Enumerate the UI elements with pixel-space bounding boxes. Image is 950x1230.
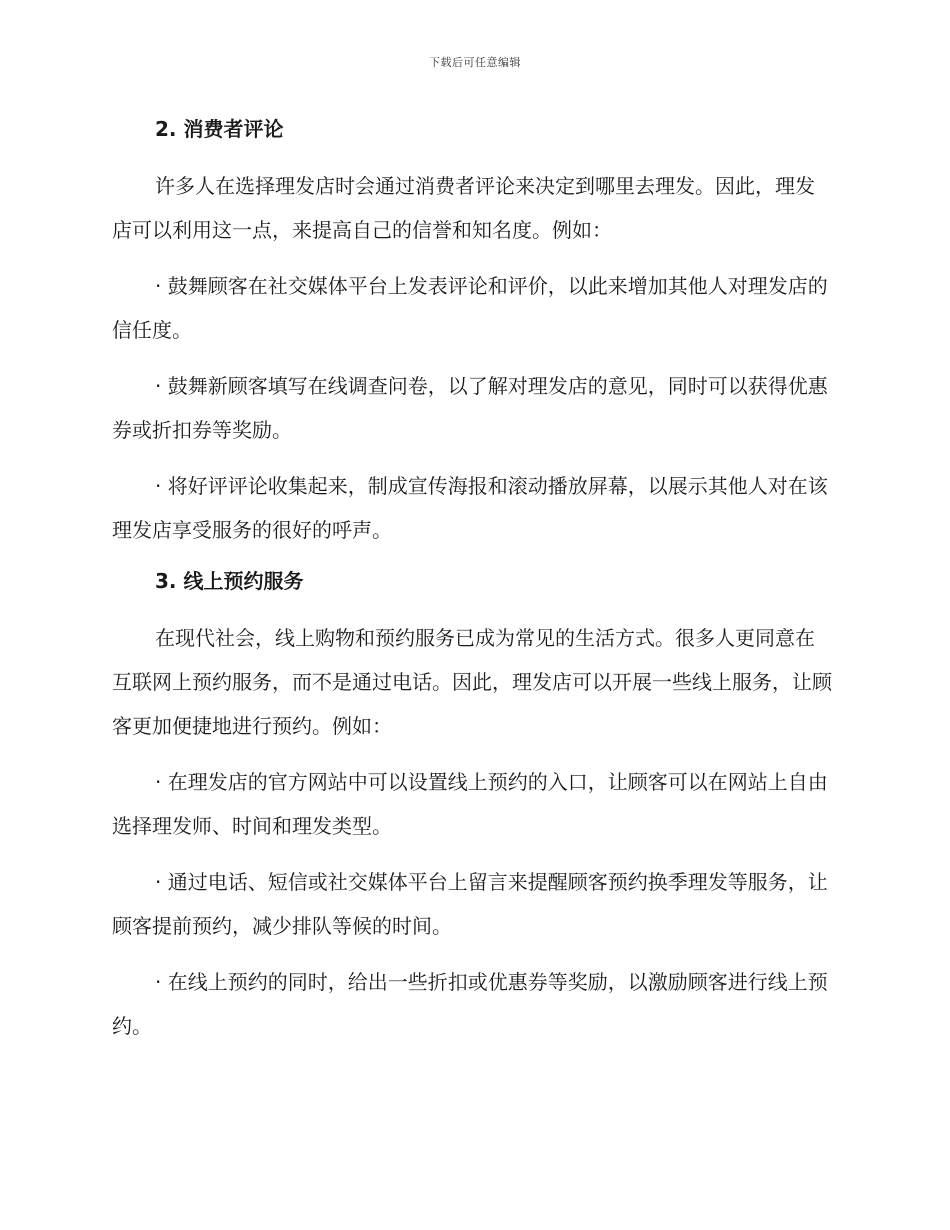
bullet-item: · 在理发店的官方网站中可以设置线上预约的入口，让顾客可以在网站上自由选择理发师、时间和理发类型。	[112, 770, 828, 838]
bullet-item: · 鼓舞新顾客填写在线调查问卷，以了解对理发店的意见，同时可以获得优惠券或折扣券等奖励。	[112, 374, 828, 442]
bullet-item: · 鼓舞顾客在社交媒体平台上发表评论和评价，以此来增加其他人对理发店的信任度。	[112, 274, 828, 342]
paragraph: 在现代社会，线上购物和预约服务已成为常见的生活方式。很多人更同意在互联网上预约服务，而不是通过电话。因此，理发店可以开展一些线上服务，让顾客更加便捷地进行预约。例如：	[112, 626, 832, 738]
bullet-item: · 将好评评论收集起来，制成宣传海报和滚动播放屏幕，以展示其他人对在该理发店享受服务的很好的呼声。	[112, 474, 828, 542]
bullet-item: · 在线上预约的同时，给出一些折扣或优惠券等奖励，以激励顾客进行线上预约。	[112, 970, 828, 1038]
section-heading-online-booking: 3. 线上预约服务	[155, 569, 304, 593]
bullet-item: · 通过电话、短信或社交媒体平台上留言来提醒顾客预约换季理发等服务，让顾客提前预约，减少排队等候的时间。	[112, 870, 828, 938]
document-body	[112, 112, 832, 1060]
paragraph: 许多人在选择理发店时会通过消费者评论来决定到哪里去理发。因此，理发店可以利用这一点，来提高自己的信誉和知名度。例如：	[112, 174, 815, 242]
section-heading-consumer-reviews: 2. 消费者评论	[155, 117, 284, 141]
page-header: 下载后可任意编辑	[429, 56, 521, 69]
